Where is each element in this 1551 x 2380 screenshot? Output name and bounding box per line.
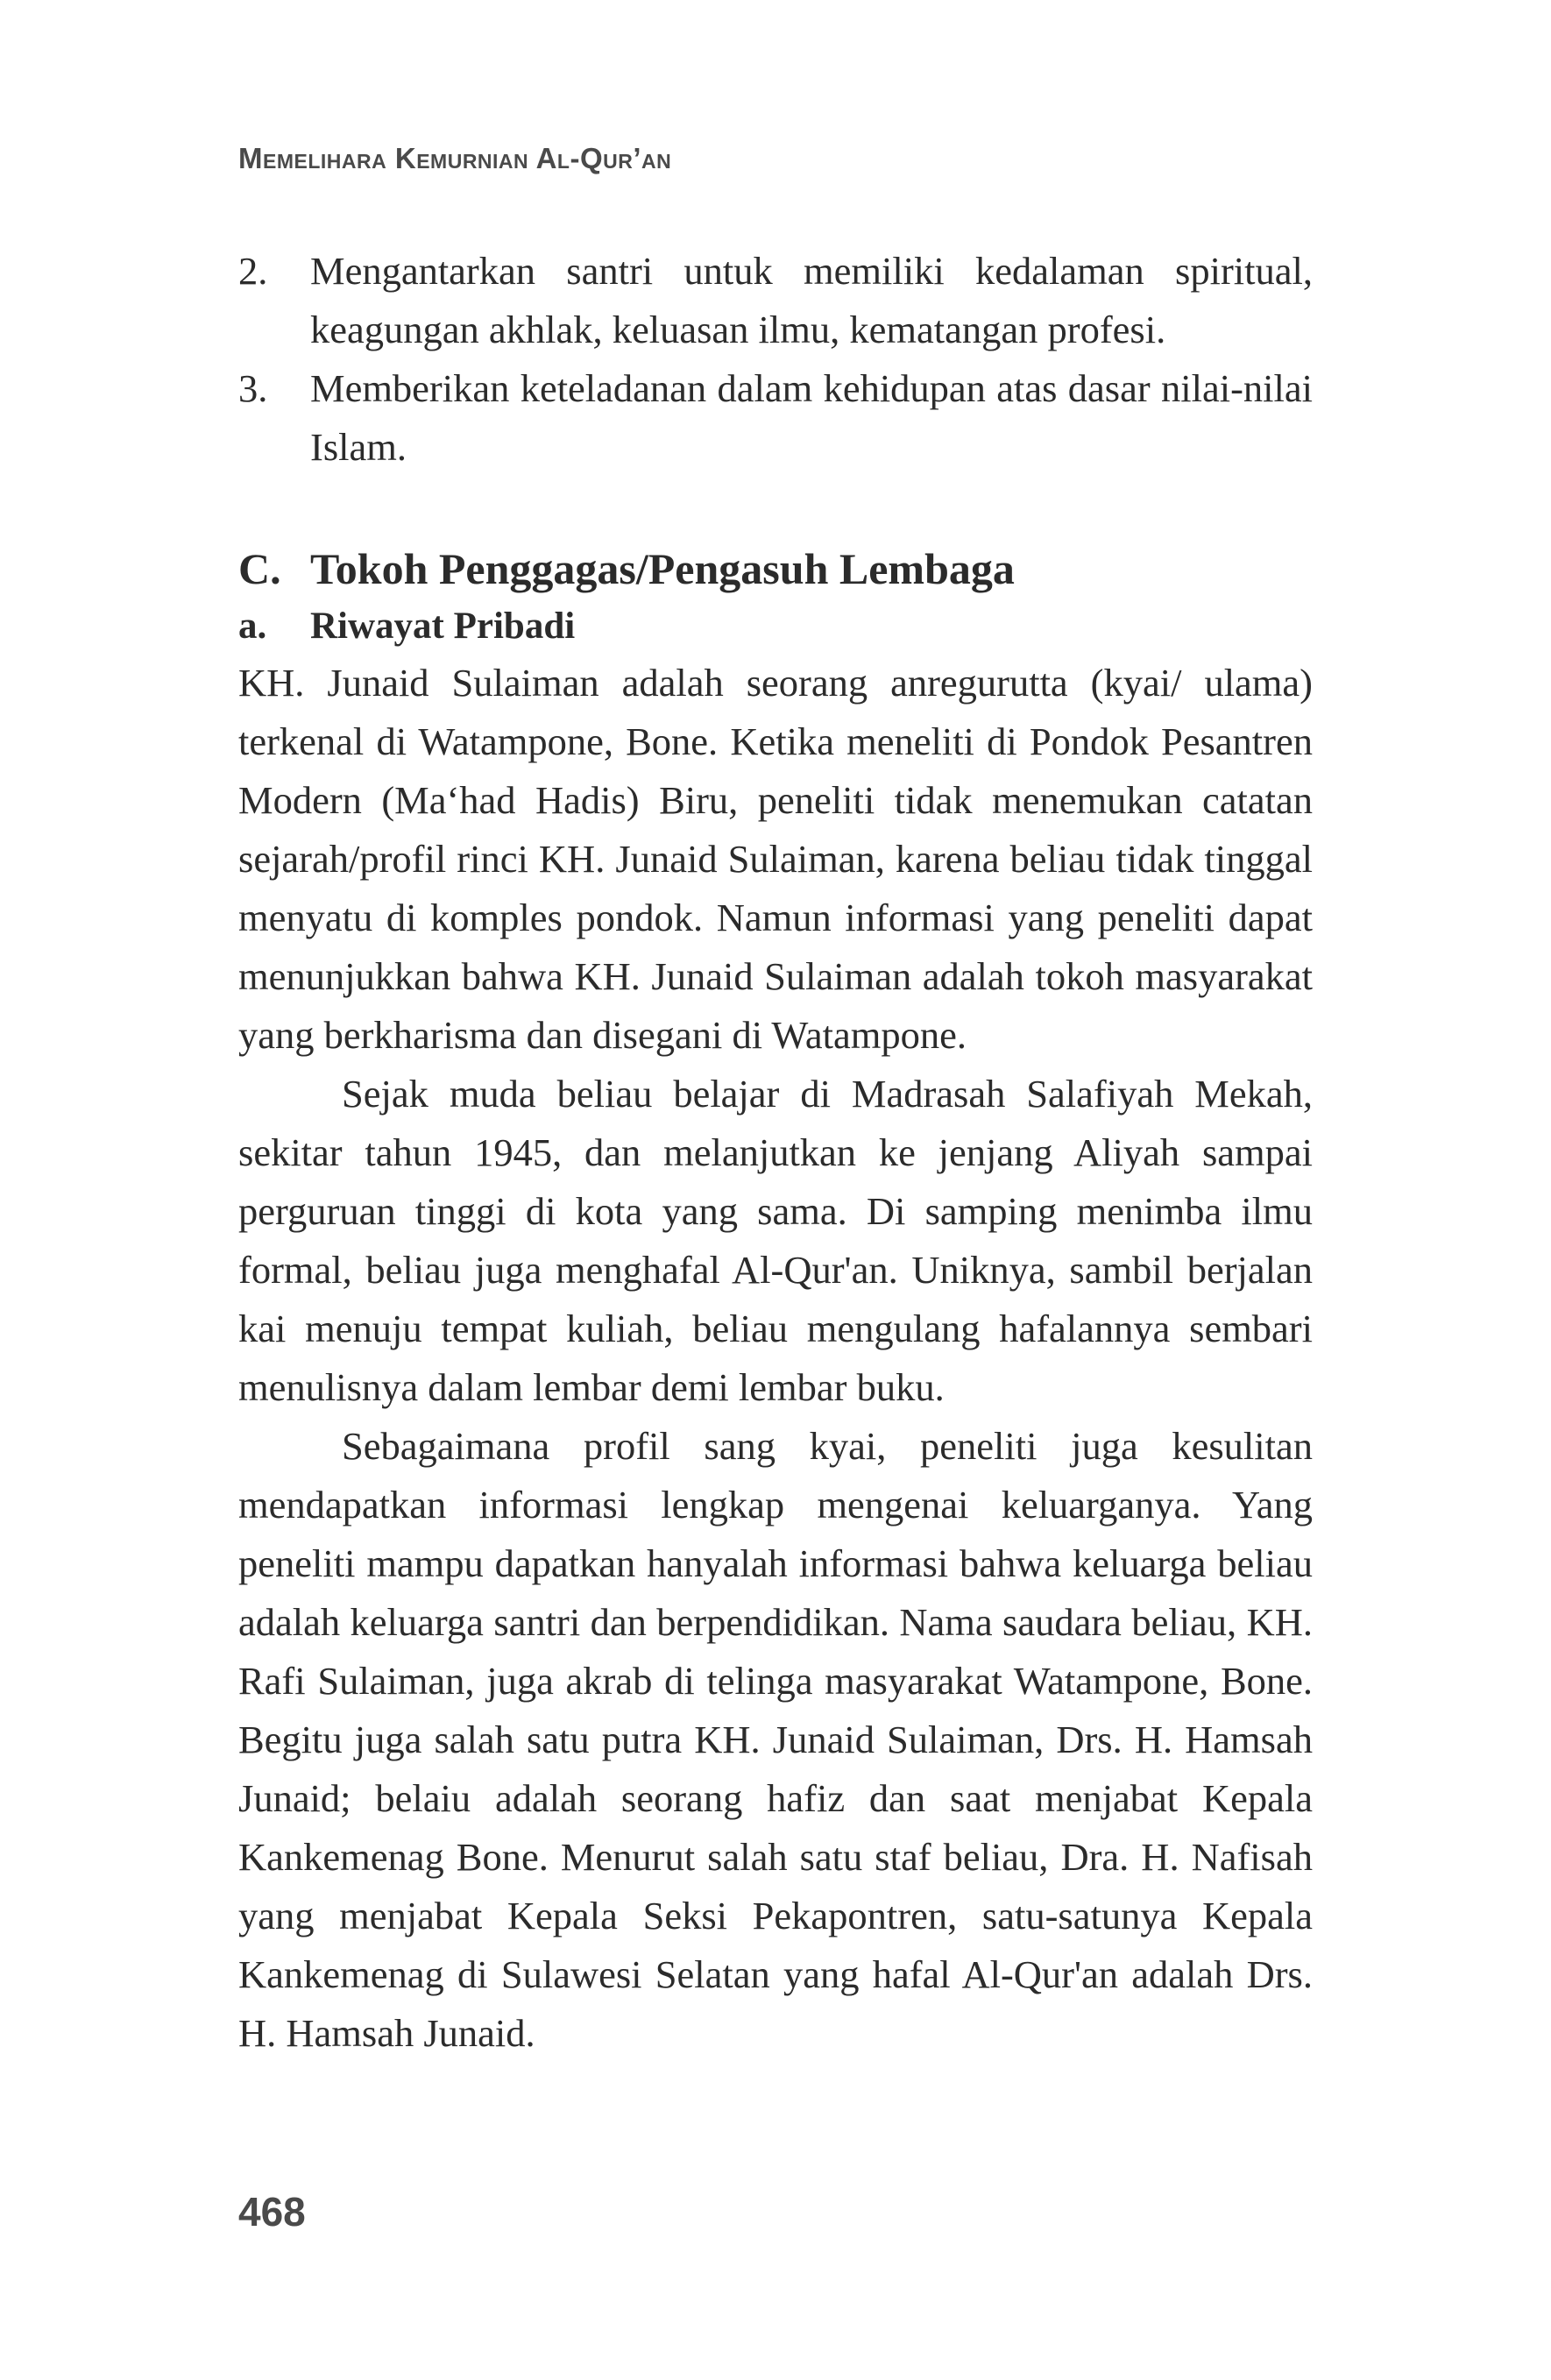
paragraph: Sebagaimana profil sang kyai, peneliti juga kesulitan mendapatkan informasi lengkap mengenai keluarganya. Yang peneliti mampu dapatkan hanyalah informasi bahwa keluarga beliau adalah keluarga santri dan berpendidikan. Nama saudara beliau, KH. Rafi Sulaiman, juga akrab di telinga masyarakat Watampone, Bone. Begitu juga salah satu putra KH. Junaid Sulaiman, Drs. H. Hamsah Junaid; belaiu adalah seorang hafiz dan saat menjabat Kepala Kankemenag Bone. Menurut salah satu staf beliau, Dra. H. Nafisah yang menjabat Kepala Seksi Pekapontren, satu-satunya Kepala Kankemenag di Sulawesi Selatan yang hafal Al-Qur'an adalah Drs. H. Hamsah Junaid. <box>238 1424 1313 2055</box>
list-item-text: Mengantarkan santri untuk memiliki kedalaman spiritual, keagungan akhlak, keluasan ilmu, kematangan profesi. <box>310 249 1313 351</box>
running-header: Memelihara Kemurnian Al-Qur’an <box>238 142 672 174</box>
subsection-title: Riwayat Pribadi <box>310 606 576 647</box>
page-number: 468 <box>238 2189 306 2235</box>
list-item-number: 2. <box>238 249 268 293</box>
subsection-heading <box>238 599 1313 654</box>
subsection-number: a. <box>238 606 267 647</box>
section-title: Tokoh Penggagas/Pengasuh Lembaga <box>310 544 1015 593</box>
list-item <box>238 359 1313 477</box>
paragraph: Sejak muda beliau belajar di Madrasah Salafiyah Mekah, sekitar tahun 1945, dan melanjutkan ke jenjang Aliyah sampai perguruan tinggi di kota yang sama. Di samping menimba ilmu formal, beliau juga menghafal Al-Qur'an. Uniknya, sambil berjalan kai menuju tempat kuliah, beliau mengulang hafalannya sembari menulisnya dalam lembar demi lembar buku. <box>238 1072 1313 1409</box>
section-heading <box>238 538 1313 599</box>
paragraph: KH. Junaid Sulaiman adalah seorang anregurutta (kyai/ ulama) terkenal di Watampone, Bone. Ketika meneliti di Pondok Pesantren Modern (Ma‘had Hadis) Biru, peneliti tidak menemukan catatan sejarah/profil rinci KH. Junaid Sulaiman, karena beliau tidak tinggal menyatu di komples pondok. Namun informasi yang peneliti dapat menunjukkan bahwa KH. Junaid Sulaiman adalah tokoh masyarakat yang berkharisma dan disegani di Watampone. <box>238 661 1313 1057</box>
page-content <box>238 242 1313 2063</box>
list-item-number: 3. <box>238 366 268 410</box>
section-number: C. <box>238 544 281 593</box>
list-item <box>238 242 1313 359</box>
list-item-text: Memberikan keteladanan dalam kehidupan atas dasar nilai-nilai Islam. <box>310 366 1313 469</box>
